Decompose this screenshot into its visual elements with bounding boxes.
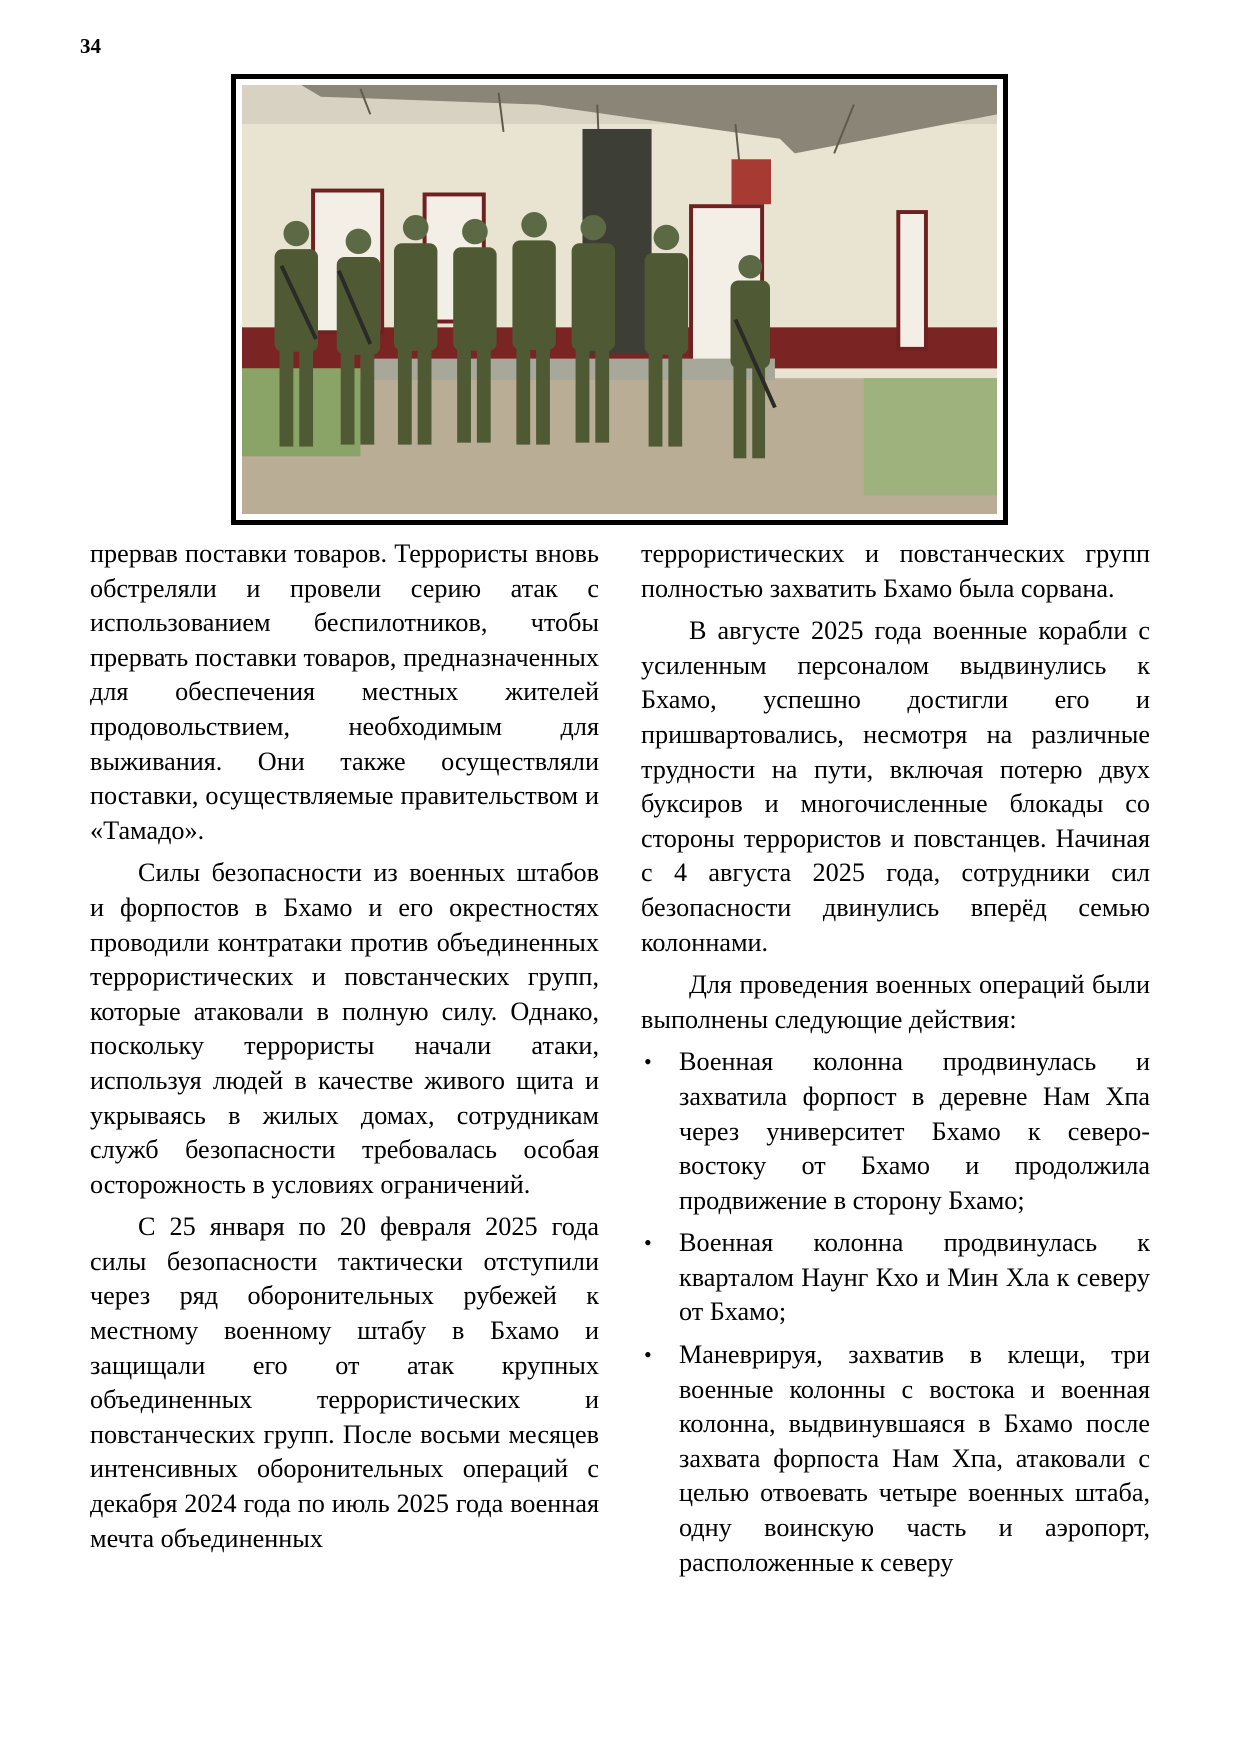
bullet-icon: • xyxy=(644,1049,652,1075)
paragraph: Силы безопасности из военных штабов и форпостов в Бхамо и его окрестностях проводили контратаки против объединенных террористических и повстанческих групп, которые атаковали в полную силу. Однако, поскольку террористы начали атаки, используя людей в качестве живого щита и укрываясь в жилых домах, сотрудникам служб безопасности требовалась особая осторожность в условиях ограничений. xyxy=(90,858,599,1199)
red-sign xyxy=(732,159,771,204)
paragraph: В августе 2025 года военные корабли с усиленным персоналом выдвинулись к Бхамо, успешно достигли его и пришвартовались, несмотря на различные трудности на пути, включая потерю двух буксиров и многочисленные блокады со стороны террористов и повстанцев. Начиная с 4 августа 2025 года, сотрудники сил безопасности двинулись вперёд семью колоннами. xyxy=(641,616,1150,957)
list-item xyxy=(641,1045,1150,1218)
list-item-text: Военная колонна продвинулась к кварталом Наунг Кхо и Мин Хла к северу от Бхамо; xyxy=(679,1228,1150,1327)
grass-right xyxy=(864,378,997,495)
paragraph: террористических и повстанческих групп полностью захватить Бхамо была сорвана. xyxy=(641,539,1150,603)
list-item-text: Военная колонна продвинулась и захватила форпост в деревне Нам Хпа через университет Бхамо к северо-востоку от Бхамо и продолжила продвижение в сторону Бхамо; xyxy=(679,1047,1150,1215)
list-item-text: Маневрируя, захватив в клещи, три военные колонны с востока и военная колонна, выдвинувшаяся в Бхамо после захвата форпоста Нам Хпа, атаковали с целью отвоевать четыре военных штаба, одну воинскую часть и аэропорт, расположенные к северу xyxy=(679,1340,1150,1577)
bullet-icon: • xyxy=(644,1342,652,1368)
paragraph: Для проведения военных операций были выполнены следующие действия: xyxy=(641,970,1150,1034)
bullet-icon: • xyxy=(644,1230,652,1256)
paragraph: прервав поставки товаров. Террористы вновь обстреляли и провели серию атак с использованием беспилотников, чтобы прервать поставки товаров, предназначенных для обеспечения местных жителей продовольствием, необходимым для выживания. Они также осуществляли поставки, осуществляемые правительством и «Тамадо». xyxy=(90,539,599,845)
page-number: 34 xyxy=(80,34,101,58)
bullet-list xyxy=(641,1045,1150,1580)
paragraph: С 25 января по 20 февраля 2025 года силы безопасности тактически отступили через ряд оборонительных рубежей к местному военному штабу в Бхамо и защищали его от атак крупных объединенных террористических и повстанческих групп. После восьми месяцев интенсивных оборонительных операций с декабря 2024 года по июль 2025 года военная мечта объединенных xyxy=(90,1212,599,1553)
photo-frame xyxy=(231,74,1008,525)
soldiers-photo xyxy=(242,85,997,514)
left-column xyxy=(90,537,599,1564)
list-item xyxy=(641,1226,1150,1330)
right-column xyxy=(641,537,1150,1588)
list-item xyxy=(641,1338,1150,1580)
